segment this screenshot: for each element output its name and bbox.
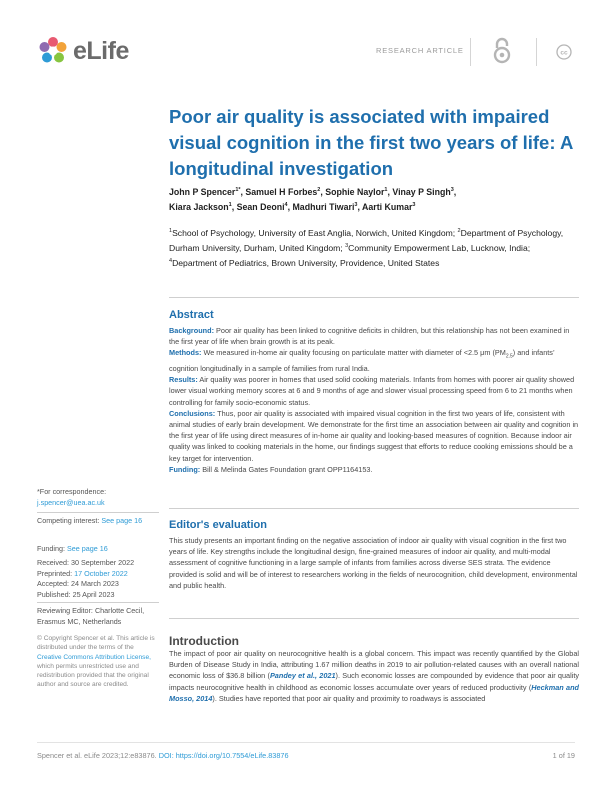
published-date: 25 April 2023 — [72, 589, 115, 599]
author-name[interactable]: Sophie Naylor — [325, 186, 385, 197]
abstract-heading: Abstract — [169, 309, 214, 321]
abstract-methods: ) and infants’ cognition longitudinally in a sample of families from rural India. — [169, 348, 555, 374]
affiliation: Department of Psychology, Durham University, Durham, United Kingdom; — [169, 227, 564, 253]
abstract-label: Funding: — [169, 464, 201, 474]
article-type: RESEARCH ARTICLE — [376, 46, 464, 55]
author-sup: 3 — [450, 187, 454, 193]
author-sup: 1* — [235, 187, 241, 193]
introduction-heading: Introduction — [169, 634, 239, 648]
editors-evaluation-text: This study presents an important finding on the negative association of indoor air quality with visual cognition in the first two years of life. Key strengths include the longitudinal design, fine-grained measures of indoor air quality, and multi-modal assessment of cognitive functioning in a large sample of infants from families across diverse SES strata. The evidence provided is solid and will be of interest to researchers working in the fields of neurocognition, child development, environmental and public health. — [169, 536, 578, 590]
footer-divider — [37, 742, 575, 743]
article-title: Poor air quality is associated with impaired visual cognition in the first two years of life: A longitudinal investigation — [169, 106, 573, 179]
accepted-date: 24 March 2023 — [70, 579, 119, 588]
section-divider — [169, 618, 579, 619]
open-access-icon — [492, 37, 512, 65]
funding-label: Funding: — [37, 544, 65, 553]
author-name[interactable]: Aarti Kumar — [362, 201, 413, 212]
intro-text: The impact of poor air quality on neurocognitive health is a global concern. This impact was recently quantified by the Global Burden of Disease Study in India, attributing 1.67 million deaths in 2019 to air pollution-related causes with an overall national economic loss of $36.8 billion ( — [169, 649, 579, 681]
affiliation: Community Empowerment Lab, Lucknow, India; — [348, 242, 531, 253]
intro-text: ). Studies have reported that poor air quality and proximity to roadways is associated — [212, 693, 486, 703]
intro-text: ). Such economic losses are compounded by evidence that poor air quality impacts neurocognitive health in childhood as economic losses accumulate over years of reduced productivity ( — [169, 671, 579, 692]
competing-label: Competing interest: — [37, 516, 100, 525]
affiliation: School of Psychology, University of East Anglia, Norwich, United Kingdom; — [172, 227, 456, 238]
logo-text: eLife — [73, 36, 129, 65]
section-divider — [169, 297, 579, 298]
citation-link[interactable]: Pandey et al., 2021 — [269, 671, 336, 681]
abstract-label: Conclusions: — [169, 408, 216, 418]
correspondence-email-link[interactable]: j.spencer@uea.ac.uk — [37, 497, 105, 507]
author-sup: 3 — [412, 201, 416, 208]
footer-citation: Spencer et al. eLife 2023;12:e83876. — [37, 751, 157, 760]
author-name[interactable]: Samuel H Forbes — [245, 186, 318, 197]
header-divider-2 — [536, 38, 537, 66]
received-date: 30 September 2022 — [70, 558, 135, 567]
author-name[interactable]: John P Spencer — [169, 186, 236, 197]
correspondence — [37, 487, 159, 508]
pm-subscript: 2.5 — [505, 353, 513, 360]
affil-sup: 2 — [457, 228, 461, 234]
page-number: 1 of 19 — [552, 751, 575, 760]
funding-link[interactable]: See page 16 — [66, 544, 108, 553]
abstract-results: Air quality was poorer in homes that used solid cooking materials. Infants from homes with poorer air quality showed lower visual working memory scores at 6 and 9 months of age and slower visual processing speed from 6 to 21 months when controlling for family socio-economic status. — [169, 375, 575, 407]
abstract-body — [169, 325, 579, 475]
copyright-text: which permits unrestricted use and redistribution provided that the original author and source are credited. — [37, 662, 149, 689]
author-name[interactable]: Madhuri Tiwari — [292, 201, 355, 212]
funding-info — [37, 544, 159, 555]
author-sup: 4 — [284, 201, 288, 208]
doi-link[interactable]: DOI: https://doi.org/10.7554/eLife.83876 — [158, 751, 289, 760]
sidebar-divider — [37, 512, 159, 513]
affiliations — [169, 225, 579, 270]
published-label: Published: — [37, 589, 71, 599]
section-divider — [169, 508, 579, 509]
sidebar-divider — [37, 602, 159, 603]
elife-flower-icon — [37, 35, 69, 67]
copyright-notice — [37, 634, 159, 690]
elife-logo[interactable] — [37, 34, 129, 68]
author-name[interactable]: Kiara Jackson — [169, 201, 229, 212]
author-sup: 3 — [354, 201, 358, 208]
competing-interest-link[interactable]: See page 16 — [101, 516, 143, 525]
copyright-text: Copyright Spencer et al. This article is distributed under the terms of the — [37, 635, 155, 652]
editors-evaluation-heading: Editor's evaluation — [169, 519, 267, 531]
preprinted-link[interactable]: 17 October 2022 — [74, 568, 128, 578]
received-label: Received: — [37, 558, 69, 567]
abstract-label: Background: — [169, 326, 214, 335]
dates — [37, 558, 159, 600]
creative-commons-icon — [556, 44, 572, 60]
author-sup: 1 — [384, 187, 388, 193]
reviewing-editor-name: Charlotte Cecil, Erasmus MC, Netherlands — [37, 606, 145, 626]
author-sup: 2 — [317, 187, 321, 193]
affil-sup: 3 — [345, 242, 349, 249]
author-sup: 1 — [228, 201, 232, 208]
abstract-methods: We measured in-home air quality focusing on particulate matter with diameter of <2.5 μm (PM — [203, 348, 506, 358]
introduction-text — [169, 648, 579, 704]
correspondence-label: *For correspondence: — [37, 487, 107, 496]
reviewing-editor — [37, 606, 159, 627]
citation-link[interactable]: Heckman and Mosso, 2014 — [169, 682, 579, 703]
reviewing-label: Reviewing Editor: — [37, 606, 93, 615]
author-name[interactable]: Vinay P Singh — [392, 186, 451, 197]
abstract-conclusions: Thus, poor air quality is associated with impaired visual cognition in the first two years of life, consistent with animal studies of early brain development. We demonstrate for the first time an association between air quality and cognition in the first year of life using direct measures of in-home air quality and looking-based measures of cognition. Because indoor air quality was linked to cooking materials in the home, our findings suggest that efforts to reduce cooking emissions should be a key target for intervention. — [169, 408, 579, 463]
author-name[interactable]: Sean Deoni — [236, 201, 285, 212]
page-footer — [37, 751, 575, 760]
affil-sup: 4 — [169, 257, 173, 264]
abstract-label: Methods: — [169, 348, 202, 358]
header-divider — [470, 38, 471, 66]
competing-interest — [37, 516, 159, 527]
affiliation: Department of Pediatrics, Brown University, Providence, United States — [172, 257, 440, 268]
abstract-label: Results: — [169, 375, 198, 385]
copyright-icon: © — [37, 635, 42, 642]
author-list: John P Spencer$^{1*}$, Samuel H Forbes$^2$, Sophie Naylor$^1$, Vinay P Singh$^3$, Kiara Jackson$^1$, Sean Deoni$^4$, Madhuri Tiwari$^3$, Aarti Kumar$^3$ — [169, 186, 457, 212]
abstract-funding: Bill & Melinda Gates Foundation grant OPP1164153. — [202, 464, 373, 474]
cc-license-link[interactable]: Creative Commons Attribution License, — [37, 653, 151, 661]
affil-sup: 1 — [169, 228, 173, 234]
svg-text:cc: cc — [560, 49, 568, 57]
abstract-background: Poor air quality has been linked to cognitive deficits in children, but this relationship has not been examined in the first year of life when brain growth is at its peak. — [169, 326, 570, 347]
preprinted-label: Preprinted: — [37, 568, 73, 578]
accepted-label: Accepted: — [37, 579, 69, 588]
